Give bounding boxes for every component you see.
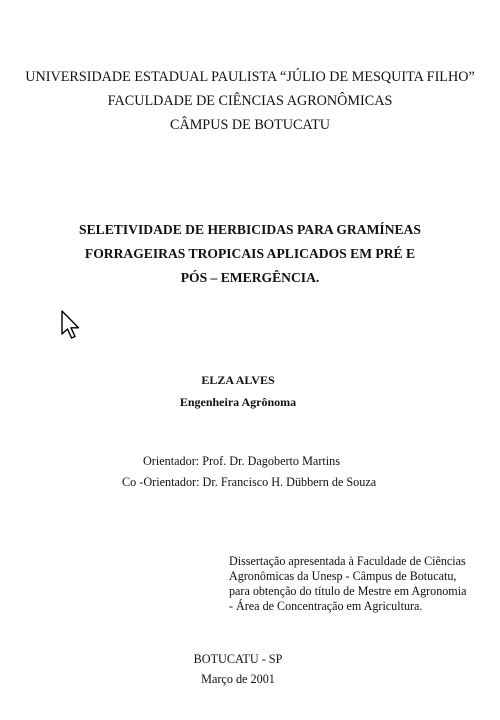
- institution-campus: CÂMPUS DE BOTUCATU: [169, 117, 331, 133]
- footer-city: BOTUCATU - SP: [193, 652, 283, 666]
- co-advisor: Co -Orientador: Dr. Francisco H. Dübbern de Souza: [122, 475, 377, 489]
- footer-date: Março de 2001: [201, 672, 275, 686]
- dissertation-note: [229, 554, 469, 614]
- dissertation-note-line: para obtenção do título de Mestre em Agronomia: [229, 584, 467, 598]
- dissertation-note-line: - Área de Concentração em Agricultura.: [229, 599, 423, 613]
- title-line-1: SELETIVIDADE DE HERBICIDAS PARA GRAMÍNEAS: [79, 222, 421, 237]
- dissertation-note-line: Dissertação apresentada à Faculdade de Ciências: [229, 554, 466, 568]
- dissertation-note-line: Agronômicas da Unesp - Câmpus de Botucatu,: [229, 569, 457, 583]
- author-name: ELZA ALVES: [201, 373, 275, 387]
- title-line-2: FORRAGEIRAS TROPICAIS APLICADOS EM PRÉ E: [84, 246, 416, 261]
- advisor: Orientador: Prof. Dr. Dagoberto Martins: [143, 454, 340, 468]
- institution-faculty: FACULDADE DE CIÊNCIAS AGRONÔMICAS: [107, 93, 393, 109]
- author-degree: Engenheira Agrônoma: [179, 395, 297, 409]
- title-line-3: PÓS – EMERGÊNCIA.: [180, 270, 320, 285]
- institution-university: UNIVERSIDADE ESTADUAL PAULISTA “JÚLIO DE MESQUITA FILHO”: [25, 69, 475, 85]
- mouse-pointer-arrow-icon: [60, 310, 82, 340]
